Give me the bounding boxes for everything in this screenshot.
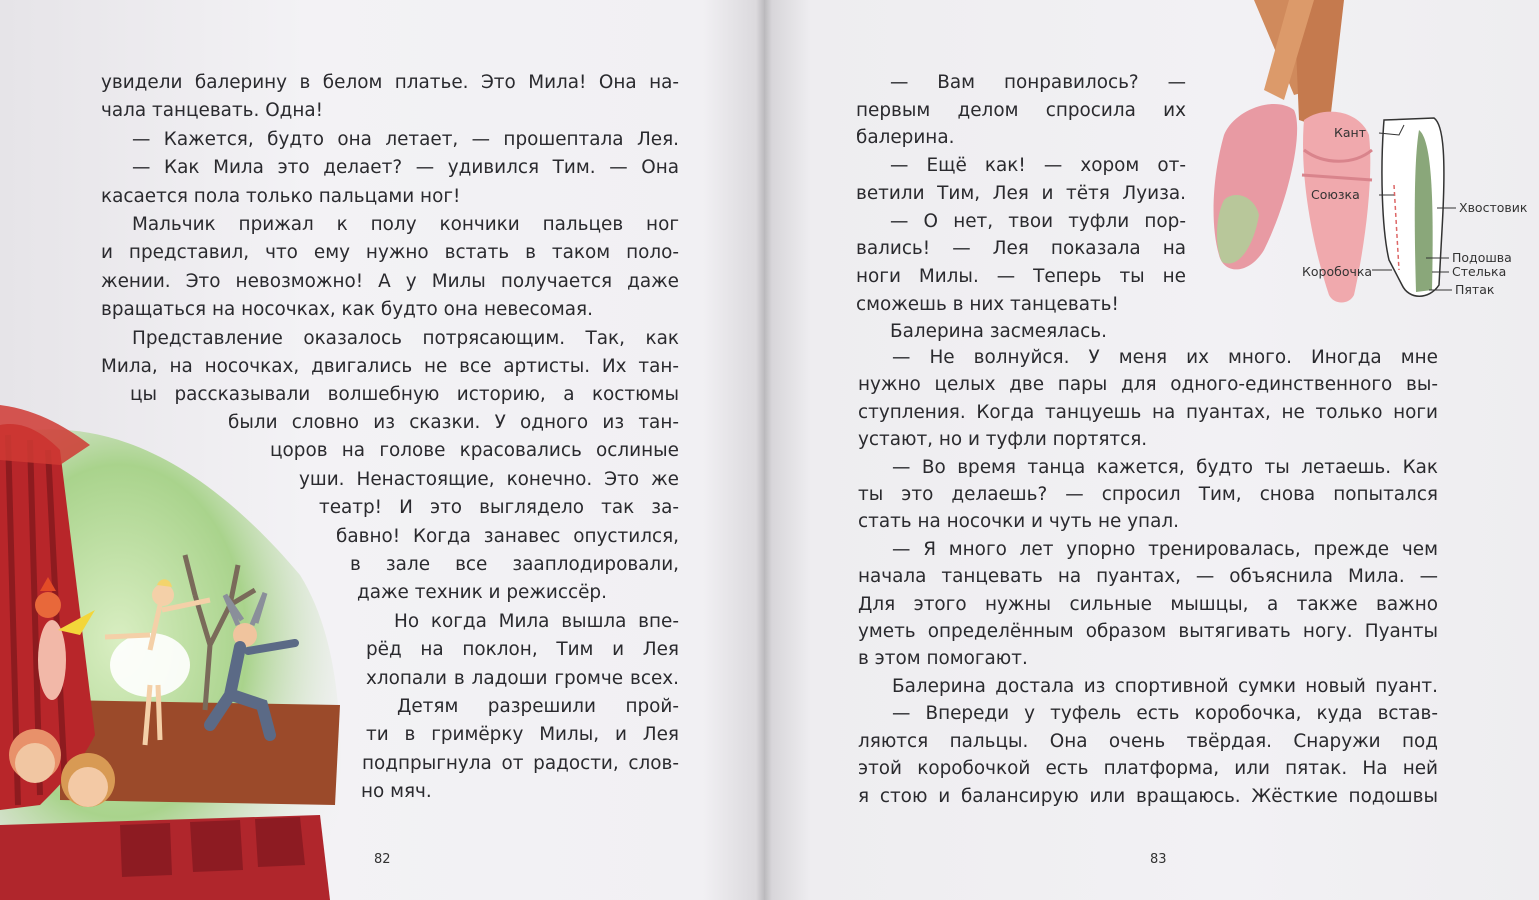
text-line: первым делом спросила их (856, 99, 1186, 121)
text-line: рёд на поклон, Тим и Лея (366, 639, 679, 661)
text-line: начала танцевать на пуантах, — объяснила Мила. — (858, 566, 1438, 588)
text-line: подпрыгнула от радости, слов- (362, 752, 679, 774)
text-line: уши. Ненастоящие, конечно. Это же (299, 468, 679, 490)
text-line: и представил, что ему нужно встать в таком поло- (101, 242, 679, 264)
text-line: театр! И это выглядело так за- (319, 497, 679, 519)
text-line: жении. Это невозможно! А у Милы получается даже (101, 270, 679, 292)
text-line: вращаться на носочках, как будто она невесомая. (101, 299, 593, 321)
text-line: вались! — Лея показала на (856, 238, 1186, 260)
page-number-right: 83 (1150, 852, 1167, 867)
text-line: — О нет, твои туфли пор- (890, 210, 1186, 232)
text-line: ноги Милы. — Теперь ты не (856, 265, 1186, 287)
text-line: в зале все зааплодировали, (350, 554, 679, 576)
text-line: Но когда Мила вышла впе- (394, 610, 679, 632)
text-line: Мальчик прижал к полу кончики пальцев ног (132, 214, 679, 236)
text-line: сможешь в них танцевать! (856, 293, 1119, 315)
text-line: — Как Мила это делает? — удивился Тим. — Она (132, 157, 679, 179)
text-line: ветили Тим, Лея и тётя Луиза. (856, 182, 1186, 204)
text-line: я стою и балансирую или вращаюсь. Жёсткие подошвы (858, 785, 1438, 807)
label-kant: Кант (1334, 125, 1366, 140)
text-line: Детям разрешили прой- (397, 696, 679, 718)
book-gutter (756, 0, 772, 900)
text-line: касается пола только пальцами ног! (101, 185, 461, 207)
right-text-wide (858, 344, 1438, 810)
text-line: — Вам понравилось? — (890, 72, 1186, 93)
label-korobochka: Коробочка (1302, 264, 1373, 279)
text-line: нужно целых две пары для одного-единственного вы- (858, 374, 1438, 396)
text-line: цоров на голове красовались ослиные (270, 440, 679, 462)
label-soyuzka: Союзка (1311, 187, 1360, 202)
right-text-narrow (856, 69, 1186, 346)
text-line: балерина. (856, 127, 955, 149)
text-line: Мила, на носочках, двигались не все артисты. Их тан- (101, 356, 679, 378)
right-page (764, 0, 1539, 900)
text-line: ты это делаешь? — спросил Тим, снова попытался (858, 484, 1438, 506)
text-line: даже техник и режиссёр. (357, 582, 607, 604)
text-line: но мяч. (361, 781, 432, 803)
left-page (0, 0, 764, 900)
text-line: этой коробочкой есть платформа, или пятак. На ней (858, 758, 1438, 780)
text-line: были словно из сказки. У одного из тан- (228, 412, 679, 433)
text-line: бавно! Когда занавес опустился, (336, 525, 679, 547)
text-line: хлопали в ладоши громче всех. (366, 667, 679, 689)
text-line: — Ещё как! — хором от- (890, 155, 1186, 177)
label-stelka: Стелька (1452, 264, 1507, 279)
left-text-full (101, 69, 679, 410)
text-line: ступления. Когда танцуешь на пуантах, не только ноги (858, 401, 1438, 423)
text-line: Балерина достала из спортивной сумки новый пуант. (892, 675, 1438, 697)
text-line: чала танцевать. Одна! (101, 100, 324, 122)
label-pyatak: Пятак (1455, 282, 1495, 297)
text-line: — Во время танца кажется, будто ты летаешь. Как (892, 456, 1438, 478)
text-line: — Не волнуйся. У меня их много. Иногда мне (892, 347, 1438, 368)
text-line: уметь определённым образом вытягивать ногу. Пуанты (858, 621, 1438, 643)
text-line: Для этого нужны сильные мышцы, а также важно (858, 593, 1438, 615)
text-line: стать на носочки и чуть не упал. (858, 511, 1179, 533)
text-line: — Я много лет упорно тренировалась, прежде чем (892, 538, 1438, 560)
text-line: ляются пальцы. Она очень твёрдая. Снаружи под (858, 730, 1438, 752)
label-podoshva: Подошва (1452, 250, 1512, 265)
text-line: в этом помогают. (858, 648, 1028, 670)
left-text-wrapped (0, 409, 679, 807)
pointe-shoe-illustration (1194, 0, 1539, 320)
page-number-left: 82 (374, 852, 391, 867)
text-line: цы рассказывали волшебную историю, а костюмы (130, 384, 679, 406)
text-line: — Кажется, будто она летает, — прошептала Лея. (132, 128, 679, 150)
text-line: увидели балерину в белом платье. Это Мила! Она на- (101, 72, 679, 93)
text-line: Балерина засмеялась. (890, 321, 1107, 343)
text-line: — Впереди у туфель есть коробочка, куда встав- (892, 703, 1438, 725)
text-line: ти в гримёрку Милы, и Лея (366, 724, 679, 746)
text-line: устают, но и туфли портятся. (858, 429, 1148, 451)
text-line: Представление оказалось потрясающим. Так, как (132, 327, 679, 349)
label-khvostovik: Хвостовик (1459, 200, 1528, 215)
